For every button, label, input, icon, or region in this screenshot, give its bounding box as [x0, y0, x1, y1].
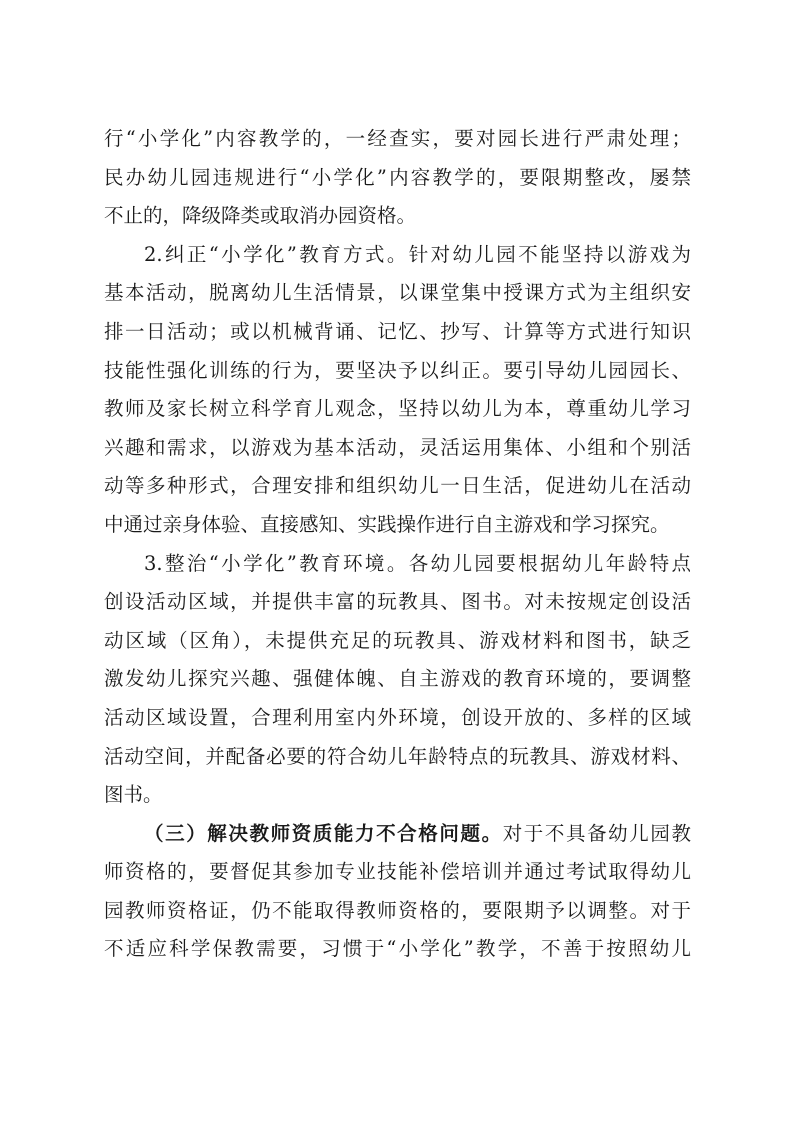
text-line: 不适应科学保教需要，习惯于“小学化”教学，不善于按照幼儿	[104, 937, 691, 961]
text-line: 行“小学化”内容教学的，一经查实，要对园长进行严肃处理；	[104, 127, 691, 150]
paragraph-correct-teaching-method	[104, 236, 691, 545]
text-line: 创设活动区域，并提供丰富的玩教具、图书。对未按规定创设活	[104, 590, 691, 614]
text-line: 活动区域设置，合理利用室内外环境，创设开放的、多样的区域	[104, 705, 691, 729]
text-line: 排一日活动；或以机械背诵、记忆、抄写、计算等方式进行知识	[104, 319, 691, 343]
text-line: 技能性强化训练的行为，要坚决予以纠正。要引导幼儿园园长、	[104, 358, 691, 382]
paragraph-teacher-qualification	[104, 815, 691, 969]
paragraph-rectify-environment	[104, 545, 691, 815]
text-line: 动等多种形式，合理安排和组织幼儿一日生活，促进幼儿在活动	[104, 474, 691, 498]
text-line: 3.整治“小学化”教育环境。各幼儿园要根据幼儿年龄特点	[144, 551, 691, 575]
text-line: 不止的，降级降类或取消办园资格。	[104, 204, 417, 228]
text-line: 基本活动，脱离幼儿生活情景，以课堂集中授课方式为主组织安	[104, 281, 691, 305]
text-line: 师资格的，要督促其参加专业技能补偿培训并通过考试取得幼儿	[104, 860, 691, 884]
section-heading: （三）解决教师资质能力不合格问题。	[144, 821, 503, 845]
text-line	[104, 815, 691, 854]
text-line: 激发幼儿探究兴趣、强健体魄、自主游戏的教育环境的，要调整	[104, 667, 691, 691]
text-line: 民办幼儿园违规进行“小学化”内容教学的，要限期整改，屡禁	[104, 165, 691, 189]
paragraph-primary-school-content	[104, 120, 691, 236]
text-line: 2.纠正“小学化”教育方式。针对幼儿园不能坚持以游戏为	[144, 242, 691, 266]
text-line: 图书。	[104, 783, 163, 807]
text-line: 动区域（区角），未提供充足的玩教具、游戏材料和图书，缺乏	[104, 628, 691, 652]
text-line: 教师及家长树立科学育儿观念，坚持以幼儿为本，尊重幼儿学习	[104, 397, 691, 421]
text-line: 中通过亲身体验、直接感知、实践操作进行自主游戏和学习探究。	[104, 512, 670, 536]
text-line: 兴趣和需求，以游戏为基本活动，灵活运用集体、小组和个别活	[104, 435, 691, 459]
text-fragment: 对于不具备幼儿园教	[502, 821, 691, 845]
document-page	[104, 120, 691, 969]
text-line: 园教师资格证，仍不能取得教师资格的，要限期予以调整。对于	[104, 898, 691, 922]
text-line: 活动空间，并配备必要的符合幼儿年龄特点的玩教具、游戏材料、	[104, 744, 691, 768]
